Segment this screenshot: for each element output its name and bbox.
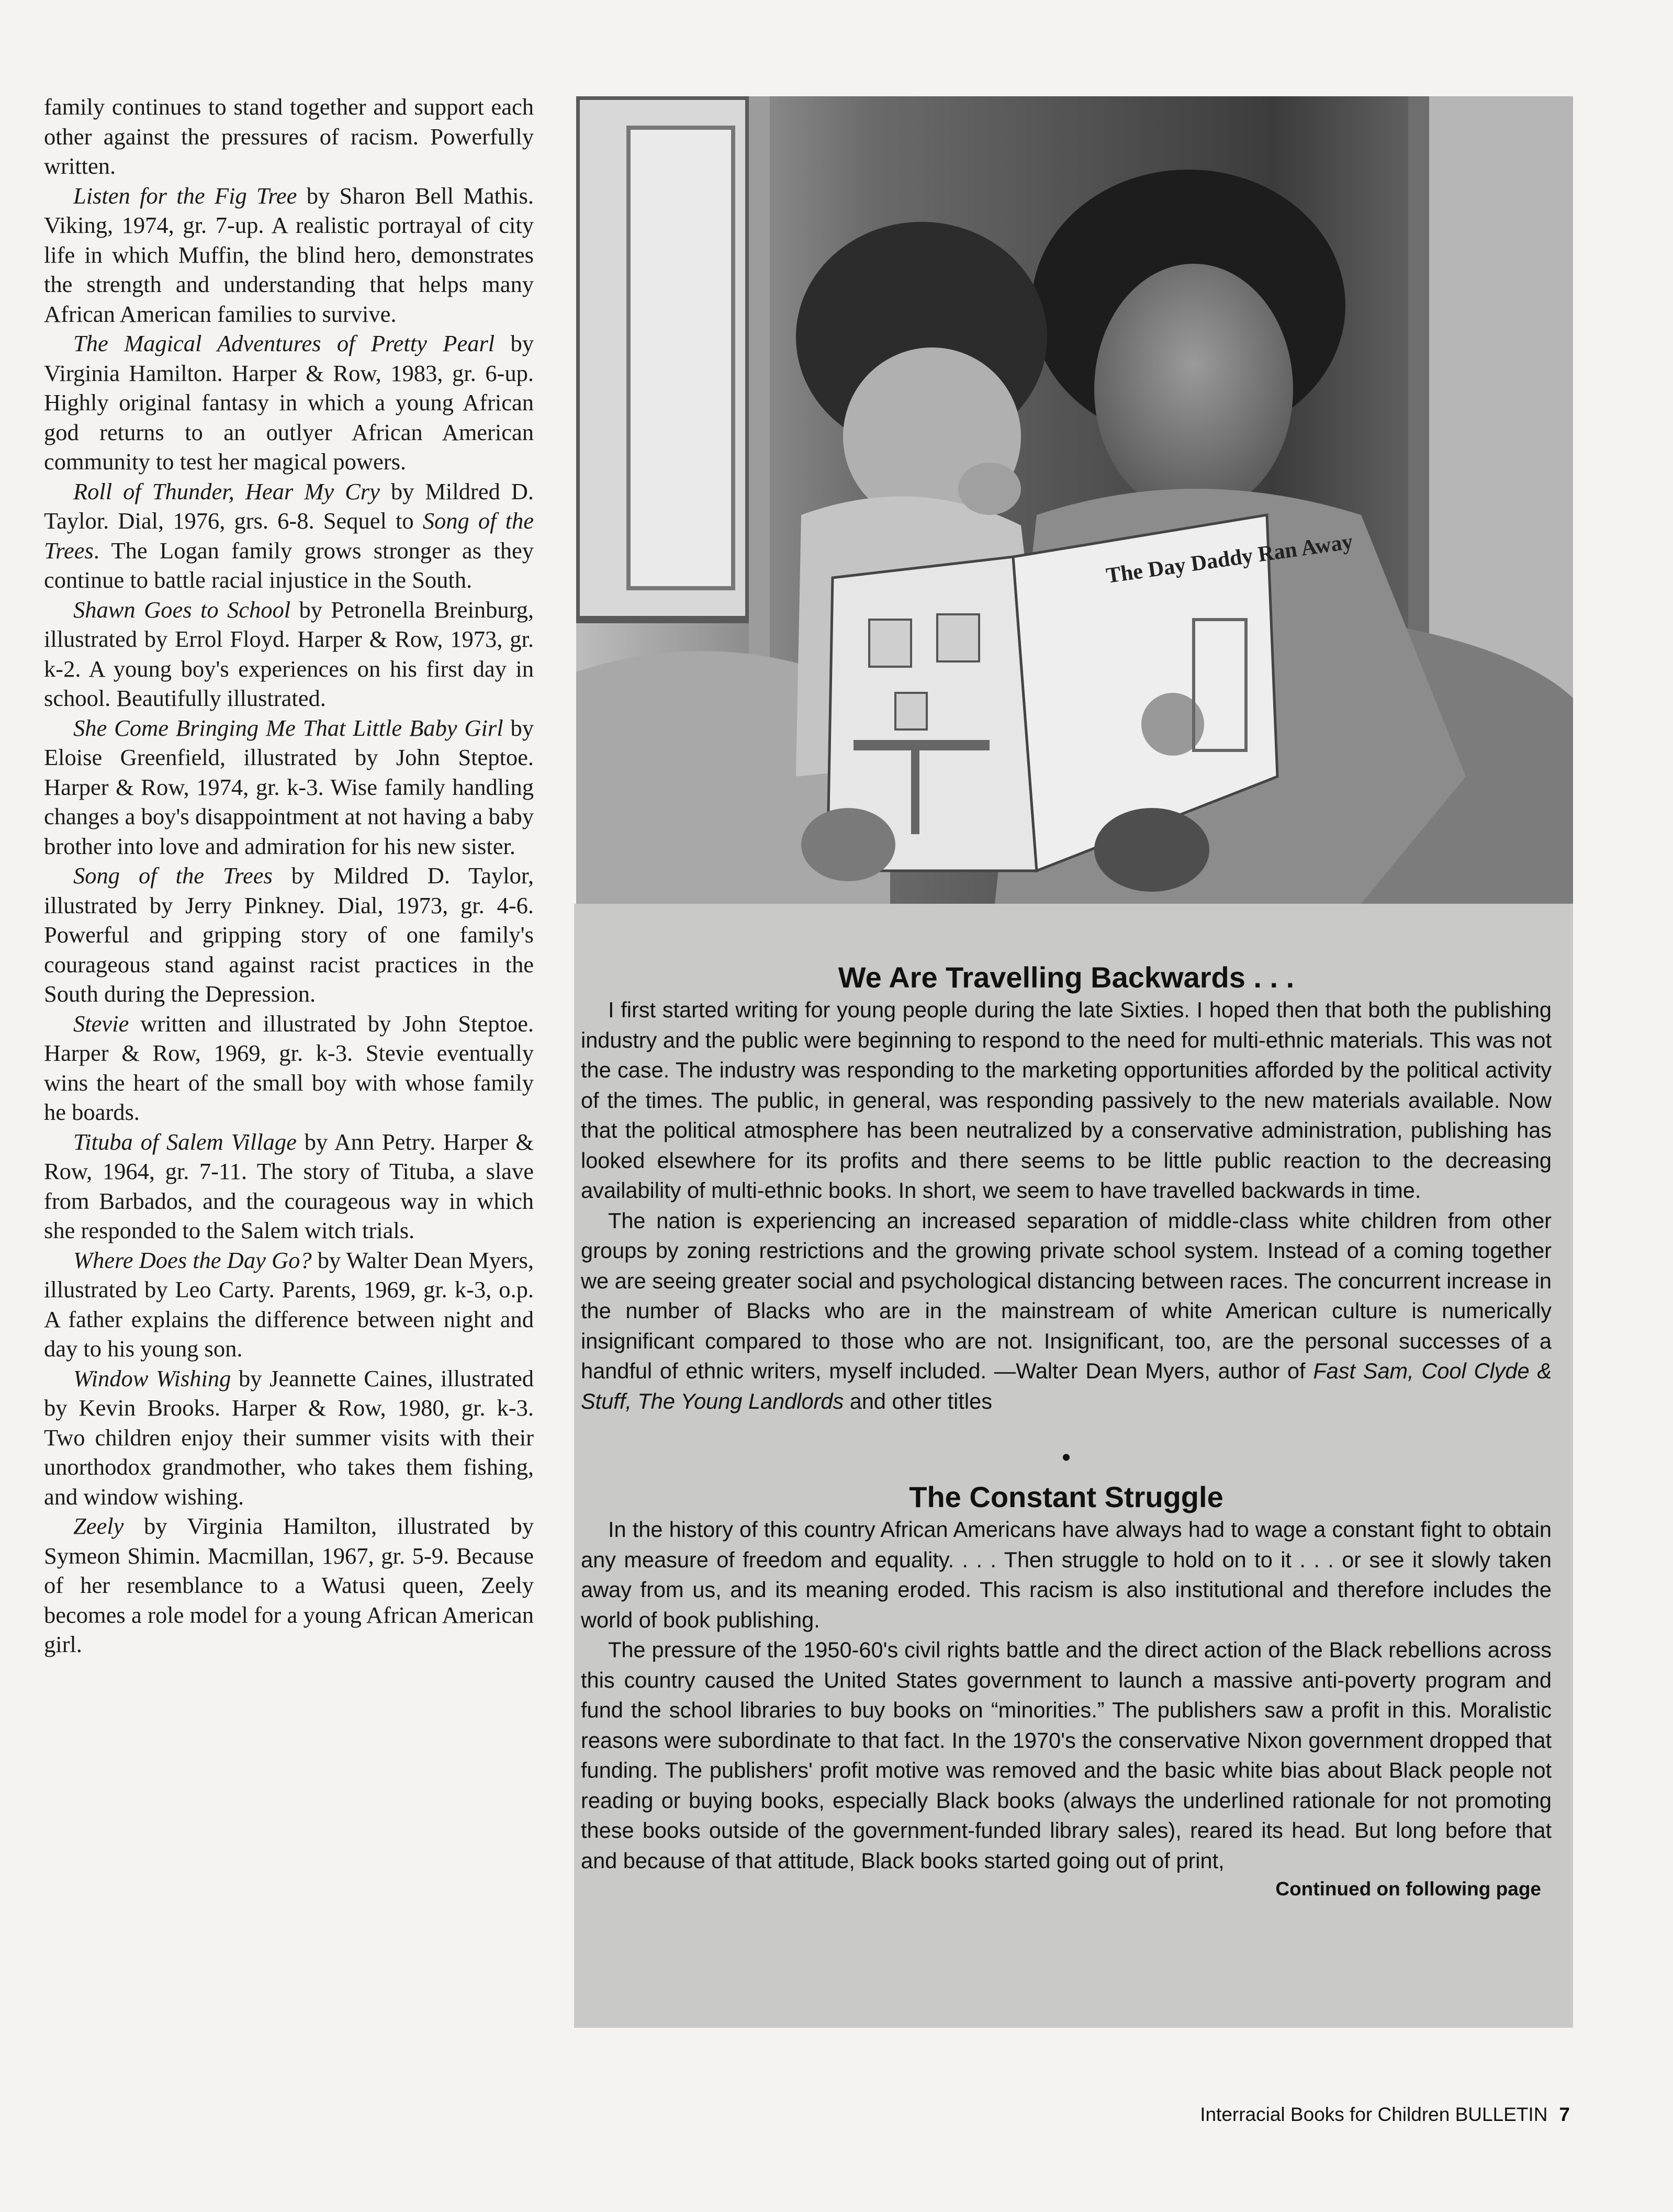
book-entry bbox=[44, 713, 534, 861]
book-title: Zeely bbox=[73, 1513, 124, 1539]
book-title: Song of the Trees bbox=[44, 508, 534, 564]
book-title: Fast Sam, Cool Clyde & Stuff, The Young Landlords bbox=[581, 1358, 1552, 1413]
sidebar-paragraph: The pressure of the 1950-60's civil rights battle and the direct action of the Black rebellions across this country caused the United States government to launch a massive anti-poverty program and fund the school libraries to buy books on “minorities.” The publishers saw a profit in this. Moralistic reasons were subordinate to that fact. In the 1970's the conservative Nixon government dropped that funding. The publishers' profit motive was removed and the basic white bias about Black people not reading or buying books, especially Black books (always the underlined rationale for not promoting these books outside of the government-funded library sales), reared its head. But long before that and because of that attitude, Black books started going out of print, bbox=[581, 1637, 1552, 1873]
book-entry bbox=[44, 1127, 534, 1245]
book-entry bbox=[44, 1364, 534, 1512]
book-description: written and illustrated by John Steptoe. Harper & Row, 1969, gr. k-3. Stevie eventually wins the heart of the small boy with whose family he boards. bbox=[44, 1010, 534, 1125]
sidebar-heading: The Constant Struggle bbox=[909, 1480, 1223, 1513]
book-title: Song of the Trees bbox=[73, 862, 273, 889]
book-description: by Sharon Bell Mathis. Viking, 1974, gr. 7-up. A realistic portrayal of city life in which Muffin, the blind hero, demonstrates the strength and understanding that helps many African American families to survive. bbox=[44, 182, 534, 327]
paragraph-text: and other titles bbox=[844, 1388, 992, 1413]
sidebar-paragraph: I first started writing for young people during the late Sixties. I hoped then that both the publishing industry and the public were beginning to respond to the need for multi-ethnic materials. This was not the case. The industry was responding to the marketing opportunities afforded by the political activity of the times. The public, in general, was responding passively to the new materials available. Now that the political atmosphere has been neutralized by a conservative administration, publishing has looked elsewhere for its profits and there seems to be little public reaction to the decreasing availability of multi-ethnic books. In short, we seem to have travelled backwards in time. bbox=[581, 997, 1552, 1203]
book-entry bbox=[44, 477, 534, 595]
publication-name: Interracial Books for Children BULLETIN bbox=[1200, 2104, 1548, 2125]
book-entry bbox=[44, 329, 534, 477]
book-description: by Mildred D. Taylor, illustrated by Jerry Pinkney. Dial, 1973, gr. 4-6. Powerful and gripping story of one family's courageous stand against racist practices in the South during the Depression. bbox=[44, 862, 534, 1007]
continued-note: Continued on following page bbox=[1275, 1878, 1541, 1900]
book-entry bbox=[44, 1511, 534, 1659]
list-paragraph: family continues to stand together and support each other against the pressures of racism. Powerfully written. bbox=[44, 94, 534, 179]
sidebar-paragraph bbox=[581, 1206, 1552, 1417]
book-entry bbox=[44, 595, 534, 713]
book-title: Stevie bbox=[73, 1010, 129, 1037]
book-description: by Virginia Hamilton. Harper & Row, 1983, gr. 6-up. Highly original fantasy in which a young African god returns to an outlyer African American community to test her magical powers. bbox=[44, 330, 534, 475]
book-title: Shawn Goes to School bbox=[73, 596, 291, 623]
book-title: Window Wishing bbox=[73, 1365, 231, 1391]
book-title: Where Does the Day Go? bbox=[73, 1247, 312, 1273]
sidebar-content bbox=[581, 959, 1552, 1903]
sidebar-paragraph: In the history of this country African Americans have always had to wage a constant fight to obtain any measure of freedom and equality. . . . Then struggle to hold on to it . . . or see it slowly taken away from us, and its meaning eroded. This racism is also institutional and therefore includes the world of book publishing. bbox=[581, 1517, 1552, 1632]
book-entry bbox=[44, 1245, 534, 1364]
book-list-column bbox=[44, 92, 534, 1659]
book-title: Listen for the Fig Tree bbox=[73, 182, 297, 209]
book-description: by Jeannette Caines, illustrated by Kevin Brooks. Harper & Row, 1980, gr. k-3. Two children enjoy their summer visits with their unorthodox grandmother, who takes them fishing, and window wishing. bbox=[44, 1365, 534, 1510]
book-description: by Eloise Greenfield, illustrated by John Steptoe. Harper & Row, 1974, gr. k-3. Wise family handling changes a boy's disappointment at not having a baby brother into love and admiration for his new sister. bbox=[44, 714, 534, 859]
book-description: by Walter Dean Myers, illustrated by Leo Carty. Parents, 1969, gr. k-3, o.p. A father explains the difference between night and day to his young son. bbox=[44, 1247, 534, 1362]
reading-photo bbox=[576, 96, 1573, 904]
section-separator: • bbox=[1062, 1444, 1071, 1472]
book-title: Roll of Thunder, Hear My Cry bbox=[73, 478, 380, 504]
book-title: She Come Bringing Me That Little Baby Girl bbox=[73, 714, 503, 741]
book-title: Tituba of Salem Village bbox=[73, 1128, 297, 1155]
book-title: The Magical Adventures of Pretty Pearl bbox=[73, 330, 495, 356]
book-description: by Virginia Hamilton, illustrated by Symeon Shimin. Macmillan, 1967, gr. 5-9. Because of her resemblance to a Watusi queen, Zeely becomes a role model for a young African American girl. bbox=[44, 1513, 534, 1657]
photo-illustration bbox=[576, 96, 1573, 904]
book-entry bbox=[44, 861, 534, 1009]
sidebar-heading: We Are Travelling Backwards . . . bbox=[838, 961, 1295, 994]
book-entry bbox=[44, 1009, 534, 1127]
paragraph-text: The nation is experiencing an increased separation of middle-class white children from other groups by zoning restrictions and the growing private school system. Instead of a coming together we are seeing greater social and psychological distancing between races. The concurrent increase in the number of Blacks who are in the mainstream of white American culture is numerically insignificant compared to those who are not. Insignificant, too, are the personal successes of a handful of ethnic writers, myself included. —Walter Dean Myers, author of bbox=[581, 1208, 1552, 1383]
page-number: 7 bbox=[1559, 2104, 1570, 2125]
book-cover-title: The Day Daddy Ran Away bbox=[1104, 530, 1355, 588]
book-description: . The Logan family grows stronger as they continue to battle racial injustice in the South. bbox=[44, 537, 534, 593]
book-description: by Petronella Breinburg, illustrated by Errol Floyd. Harper & Row, 1973, gr. k-2. A young boy's experiences on his first day in school. Beautifully illustrated. bbox=[44, 596, 534, 711]
book-entry bbox=[44, 181, 534, 329]
sidebar-box bbox=[574, 904, 1573, 2028]
page-footer bbox=[1099, 2104, 1570, 2126]
book-description: by Ann Petry. Harper & Row, 1964, gr. 7-11. The story of Tituba, a slave from Barbados, and the courageous way in which she responded to the Salem witch trials. bbox=[44, 1128, 534, 1243]
book-description: by Mildred D. Taylor. Dial, 1976, grs. 6-8. Sequel to bbox=[44, 478, 534, 534]
